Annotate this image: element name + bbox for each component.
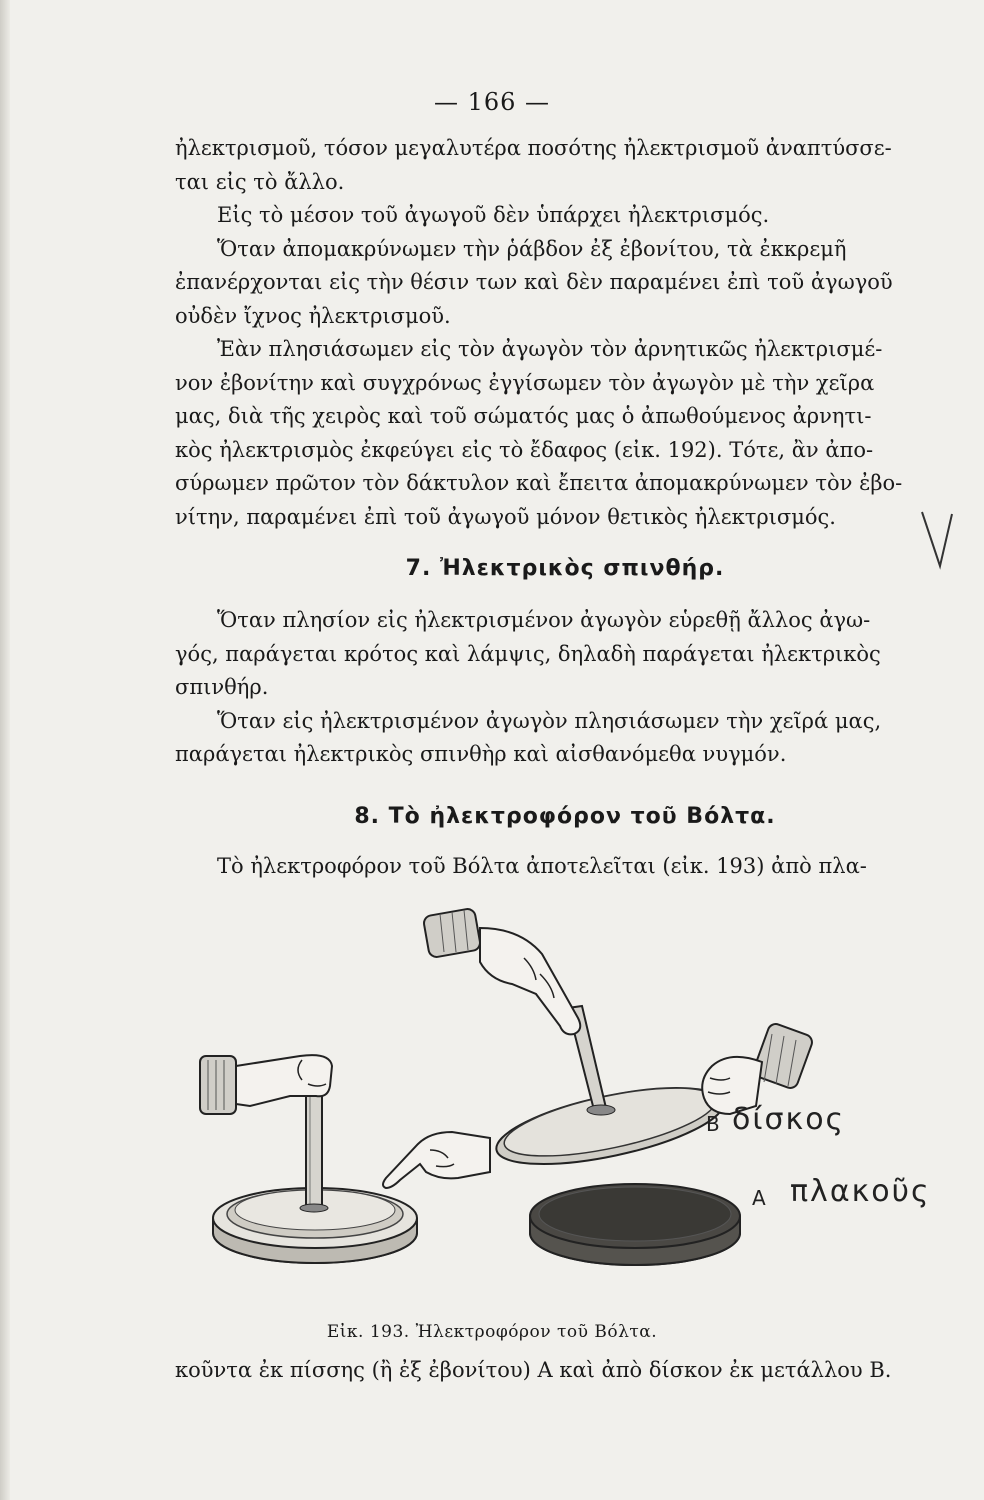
paragraph-block-1 [175, 132, 955, 534]
figure-label-a-letter: A [752, 1186, 766, 1210]
page-number: — 166 — [433, 88, 551, 116]
figure-caption: Εἰκ. 193. Ἠλεκτροφόρον τοῦ Βόλτα. [326, 1322, 658, 1342]
electrophorus-illustration [190, 888, 950, 1308]
text-line: γός, παράγεται κρότος καὶ λάμψις, δηλαδὴ παράγεται ἠλεκτρικὸς [175, 641, 881, 666]
text-line: σπινθήρ. [175, 675, 269, 699]
text-line: Ὅταν εἰς ἠλεκτρισμένον ἀγωγὸν πλησιάσωμεν τὴν χεῖρά μας, [217, 708, 882, 733]
section-heading-8: 8. Τὸ ἠλεκτροφόρον τοῦ Βόλτα. [354, 804, 776, 829]
figure-label-b-letter: B [706, 1112, 720, 1136]
text-line: ται εἰς τὸ ἄλλο. [175, 169, 345, 194]
text-line: Ὅταν ἀπομακρύνωμεν τὴν ῥάβδον ἐξ ἐβονίτου, τὰ ἐκκρεμῆ [217, 236, 847, 261]
text-line: Εἰς τὸ μέσον τοῦ ἀγωγοῦ δὲν ὑπάρχει ἠλεκτρισμός. [217, 203, 770, 227]
text-line: νίτην, παραμένει ἐπὶ τοῦ ἀγωγοῦ μόνον θετικὸς ἠλεκτρισμός. [175, 504, 836, 529]
paragraph-block-3 [175, 850, 955, 884]
figure-label-disc: δίσκος [732, 1102, 846, 1137]
text-line: οὐδὲν ἴχνος ἠλεκτρισμοῦ. [175, 303, 451, 328]
figure-electrophorus [190, 888, 950, 1308]
text-line: παράγεται ἠλεκτρικὸς σπινθὴρ καὶ αἰσθανόμεθα νυγμόν. [175, 742, 787, 766]
text-line: ἐπανέρχονται εἰς τὴν θέσιν των καὶ δὲν παραμένει ἐπὶ τοῦ ἀγωγοῦ [175, 270, 893, 294]
text-line: Ὅταν πλησίον εἰς ἠλεκτρισμένον ἀγωγὸν εὑρεθῇ ἄλλος ἀγω- [217, 608, 871, 632]
paragraph-block-2 [175, 604, 955, 772]
text-line: κὸς ἠλεκτρισμὸς ἐκφεύγει εἰς τὸ ἔδαφος (εἰκ. 192). Τότε, ἂν ἀπο- [175, 437, 874, 462]
page-edge [0, 0, 10, 1500]
text-line: Τὸ ἠλεκτροφόρον τοῦ Βόλτα ἀποτελεῖται (εἰκ. 193) ἀπὸ πλα- [217, 854, 867, 878]
text-line: Ἐὰν πλησιάσωμεν εἰς τὸν ἀγωγὸν τὸν ἀρνητικῶς ἠλεκτρισμέ- [217, 337, 883, 361]
text-line: ἠλεκτρισμοῦ, τόσον μεγαλυτέρα ποσότης ἠλεκτρισμοῦ ἀναπτύσσε- [175, 136, 892, 160]
left-apparatus [200, 1055, 490, 1263]
text-line: μας, διὰ τῆς χειρὸς καὶ τοῦ σώματός μας ὁ ἀπωθούμενος ἀρνητι- [175, 404, 872, 428]
text-line: νον ἐβονίτην καὶ συγχρόνως ἐγγίσωμεν τὸν ἀγωγὸν μὲ τὴν χεῖρα [175, 370, 875, 395]
right-apparatus [423, 908, 814, 1265]
figure-label-plate: πλακοῦς [790, 1174, 931, 1209]
text-line: σύρωμεν πρῶτον τὸν δάκτυλον καὶ ἔπειτα ἀπομακρύνωμεν τὸν ἐβο- [175, 471, 903, 495]
text-line-bottom: κοῦντα ἐκ πίσσης (ἢ ἐξ ἐβονίτου) Α καὶ ἀπὸ δίσκον ἐκ μετάλλου Β. [175, 1358, 892, 1382]
section-heading-7: 7. Ἠλεκτρικὸς σπινθήρ. [405, 556, 725, 581]
